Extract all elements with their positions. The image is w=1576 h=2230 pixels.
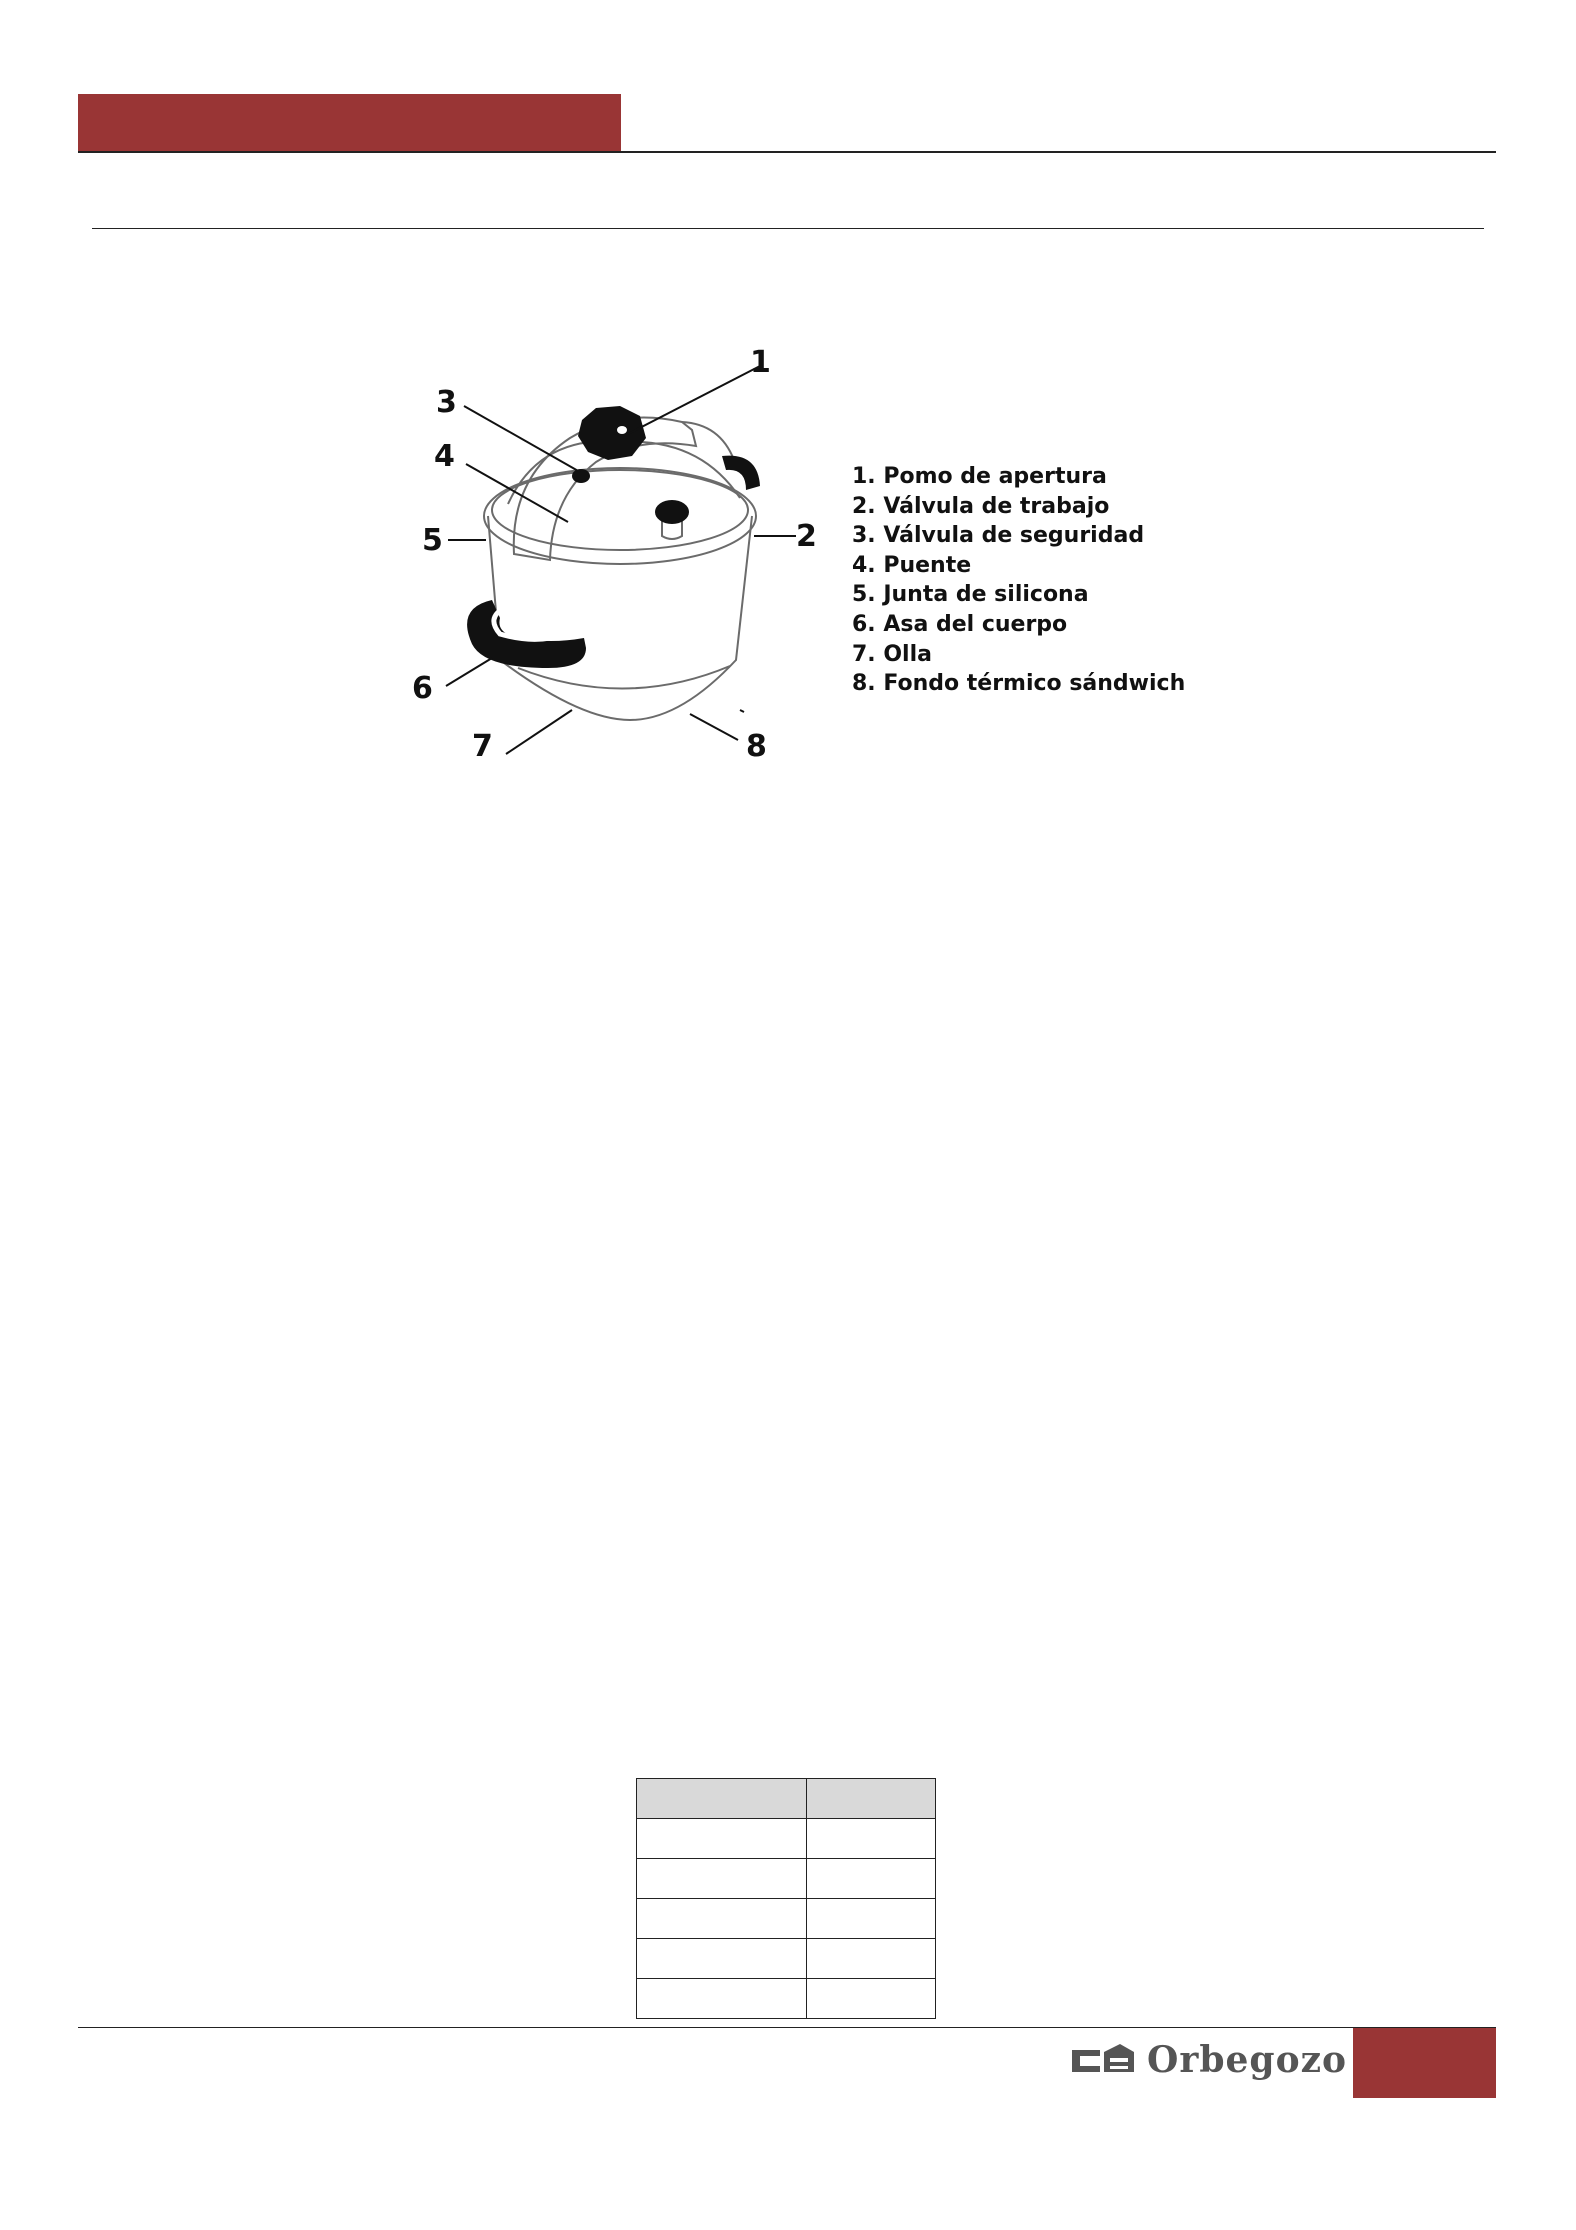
footer-rule	[78, 2027, 1496, 2028]
table-header-row	[637, 1779, 936, 1819]
table-header-cell	[637, 1779, 807, 1819]
table-cell	[637, 1979, 807, 2019]
brand-logo-text: Orbegozo	[1147, 2039, 1348, 2081]
title-rule	[92, 228, 1484, 229]
callout-4: 4	[434, 439, 455, 474]
table-cell	[807, 1979, 936, 2019]
table-header-cell	[807, 1779, 936, 1819]
legend-item: 5. Junta de silicona	[852, 582, 1089, 608]
legend-item: 3. Válvula de seguridad	[852, 523, 1145, 549]
parts-legend	[852, 462, 1185, 699]
table-row	[637, 1939, 936, 1979]
header-accent-bar	[78, 94, 621, 152]
footer-accent-bar	[1353, 2028, 1496, 2098]
table-cell	[637, 1899, 807, 1939]
callout-1: 1	[750, 345, 771, 380]
callout-2: 2	[796, 519, 817, 554]
callout-3: 3	[436, 385, 457, 420]
callout-7: 7	[472, 729, 493, 764]
legend-item: 2. Válvula de trabajo	[852, 493, 1110, 519]
table-row	[637, 1859, 936, 1899]
legend-item: 6. Asa del cuerpo	[852, 611, 1068, 637]
legend-item: 7. Olla	[852, 641, 932, 667]
table-row	[637, 1819, 936, 1859]
table-cell	[807, 1939, 936, 1979]
table-cell	[637, 1859, 807, 1899]
table-cell	[807, 1819, 936, 1859]
table-cell	[807, 1899, 936, 1939]
table-cell	[807, 1859, 936, 1899]
table-cell	[637, 1819, 807, 1859]
table-cell	[637, 1939, 807, 1979]
table-row	[637, 1899, 936, 1939]
spec-table	[636, 1778, 936, 2019]
legend-item: 4. Puente	[852, 552, 972, 578]
callout-5: 5	[422, 523, 443, 558]
legend-item: 1. Pomo de apertura	[852, 464, 1107, 489]
header-rule	[78, 151, 1496, 153]
callout-8: 8	[746, 729, 767, 764]
brand-logo-icon	[1070, 2042, 1136, 2076]
table-row	[637, 1979, 936, 2019]
callout-6: 6	[412, 671, 433, 706]
legend-item: 8. Fondo térmico sándwich	[852, 671, 1186, 697]
